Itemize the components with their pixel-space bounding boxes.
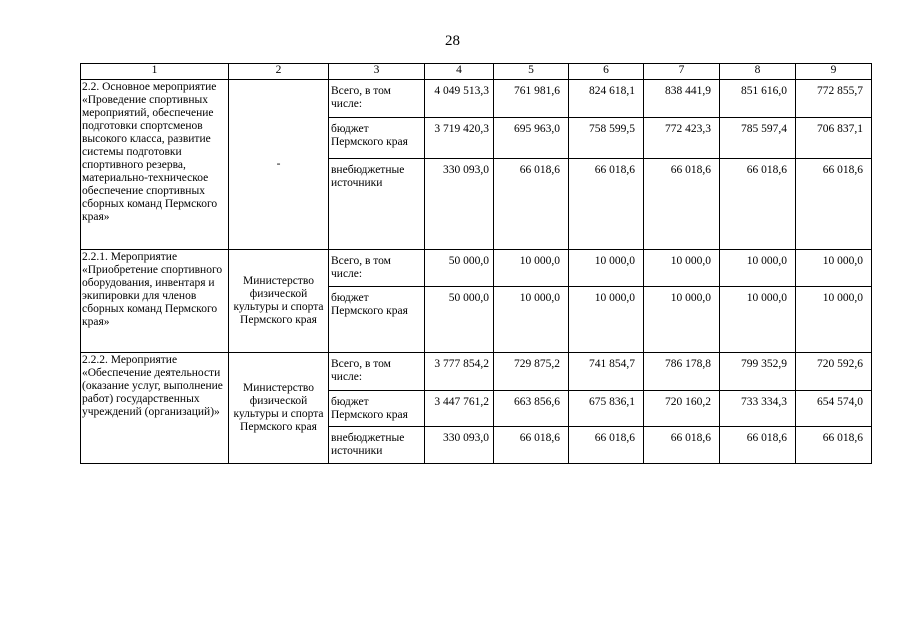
column-header: 6 xyxy=(569,64,644,80)
executor: Министерство физической культуры и спорта Пермского края xyxy=(229,250,329,353)
amount-total: 3 777 854,2 xyxy=(425,353,494,391)
amount-year: 66 018,6 xyxy=(644,427,720,464)
column-header: 8 xyxy=(720,64,796,80)
amount-year: 824 618,1 xyxy=(569,80,644,118)
amount-year: 729 875,2 xyxy=(494,353,569,391)
activity-name: 2.2.1. Мероприятие «Приобретение спортивного оборудования, инвентаря и экипировки для членов сборных команд Пермского края» xyxy=(81,250,229,353)
table-row xyxy=(81,80,872,118)
amount-year: 66 018,6 xyxy=(720,159,796,250)
funding-source: бюджет Пермского края xyxy=(329,118,425,159)
table-row xyxy=(81,353,872,391)
column-header: 3 xyxy=(329,64,425,80)
amount-year: 785 597,4 xyxy=(720,118,796,159)
amount-year: 720 160,2 xyxy=(644,391,720,427)
activity-name: 2.2.2. Мероприятие «Обеспечение деятельности (оказание услуг, выполнение работ) государственных учреждений (организаций)» xyxy=(81,353,229,464)
amount-year: 772 423,3 xyxy=(644,118,720,159)
column-header: 5 xyxy=(494,64,569,80)
amount-year: 10 000,0 xyxy=(720,250,796,287)
amount-year: 66 018,6 xyxy=(720,427,796,464)
amount-year: 720 592,6 xyxy=(796,353,872,391)
amount-year: 675 836,1 xyxy=(569,391,644,427)
amount-year: 66 018,6 xyxy=(569,427,644,464)
funding-source: Всего, в том числе: xyxy=(329,353,425,391)
funding-source: Всего, в том числе: xyxy=(329,250,425,287)
amount-year: 10 000,0 xyxy=(569,287,644,353)
amount-total: 330 093,0 xyxy=(425,159,494,250)
amount-year: 706 837,1 xyxy=(796,118,872,159)
amount-total: 3 447 761,2 xyxy=(425,391,494,427)
amount-year: 761 981,6 xyxy=(494,80,569,118)
amount-year: 786 178,8 xyxy=(644,353,720,391)
funding-source: бюджет Пермского края xyxy=(329,391,425,427)
amount-year: 654 574,0 xyxy=(796,391,872,427)
column-number-row xyxy=(81,64,872,80)
amount-year: 66 018,6 xyxy=(796,159,872,250)
column-header: 7 xyxy=(644,64,720,80)
executor: Министерство физической культуры и спорта Пермского края xyxy=(229,353,329,464)
amount-year: 772 855,7 xyxy=(796,80,872,118)
amount-year: 10 000,0 xyxy=(644,287,720,353)
amount-year: 10 000,0 xyxy=(569,250,644,287)
funding-source: внебюджетные источники xyxy=(329,159,425,250)
funding-source: бюджет Пермского края xyxy=(329,287,425,353)
amount-total: 50 000,0 xyxy=(425,250,494,287)
amount-year: 799 352,9 xyxy=(720,353,796,391)
column-header: 4 xyxy=(425,64,494,80)
table-row xyxy=(81,250,872,287)
amount-total: 50 000,0 xyxy=(425,287,494,353)
amount-year: 10 000,0 xyxy=(644,250,720,287)
amount-year: 66 018,6 xyxy=(569,159,644,250)
amount-year: 758 599,5 xyxy=(569,118,644,159)
amount-year: 66 018,6 xyxy=(494,427,569,464)
amount-year: 695 963,0 xyxy=(494,118,569,159)
amount-year: 66 018,6 xyxy=(644,159,720,250)
amount-total: 330 093,0 xyxy=(425,427,494,464)
funding-source: Всего, в том числе: xyxy=(329,80,425,118)
amount-year: 10 000,0 xyxy=(796,250,872,287)
amount-year: 733 334,3 xyxy=(720,391,796,427)
amount-total: 4 049 513,3 xyxy=(425,80,494,118)
amount-total: 3 719 420,3 xyxy=(425,118,494,159)
amount-year: 66 018,6 xyxy=(494,159,569,250)
budget-table xyxy=(80,63,872,464)
column-header: 9 xyxy=(796,64,872,80)
amount-year: 663 856,6 xyxy=(494,391,569,427)
amount-year: 10 000,0 xyxy=(494,250,569,287)
column-header: 1 xyxy=(81,64,229,80)
amount-year: 741 854,7 xyxy=(569,353,644,391)
amount-year: 851 616,0 xyxy=(720,80,796,118)
amount-year: 66 018,6 xyxy=(796,427,872,464)
column-header: 2 xyxy=(229,64,329,80)
amount-year: 838 441,9 xyxy=(644,80,720,118)
amount-year: 10 000,0 xyxy=(796,287,872,353)
funding-source: внебюджетные источники xyxy=(329,427,425,464)
page-number: 28 xyxy=(445,33,460,49)
activity-name: 2.2. Основное мероприятие «Проведение спортивных мероприятий, обеспечение подготовки спортсменов высокого класса, развитие системы подготовки спортивного резерва, материально-техническое обеспечение спортивных сборных команд Пермского края» xyxy=(81,80,229,250)
amount-year: 10 000,0 xyxy=(720,287,796,353)
executor: - xyxy=(229,80,329,250)
amount-year: 10 000,0 xyxy=(494,287,569,353)
